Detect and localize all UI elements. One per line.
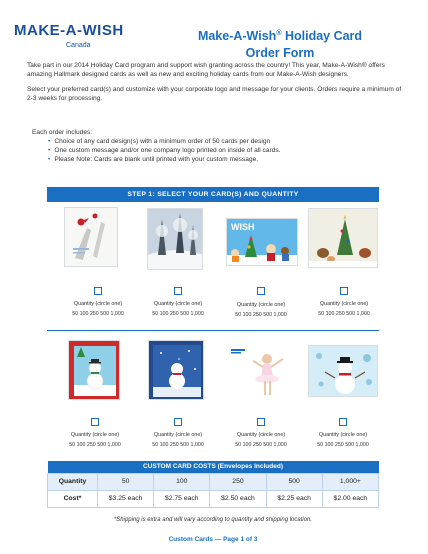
section-divider <box>47 330 379 331</box>
select-card-2-checkbox[interactable] <box>174 287 182 295</box>
intro-text <box>27 61 407 109</box>
step-1-header: STEP 1: SELECT YOUR CARD(S) AND QUANTITY <box>47 187 379 202</box>
snowman-red-card-image <box>69 341 120 400</box>
card-6-quantity-options[interactable]: 50 100 250 500 1,000 <box>152 442 204 448</box>
card-winter-trees-design <box>147 208 203 270</box>
qty-cell: 100 <box>154 473 210 490</box>
select-card-5-checkbox[interactable] <box>91 418 99 426</box>
title-brand: Make-A-Wish <box>197 29 277 44</box>
card-ballerina-design <box>226 340 298 400</box>
intro-paragraph-1: Take part in our 2014 Holiday Card program and support wish granting across the country! This year, Make-A-Wish® offers amazing Hallmark designed cards as well as new and exciting holiday cards from our Make-A-Wish designers. <box>27 62 385 78</box>
cost-cell: $2.00 each <box>322 490 378 507</box>
card-snowman-night-design <box>148 340 204 400</box>
wish-card-label: WISH <box>231 222 255 232</box>
cost-cell: $2.25 each <box>266 490 322 507</box>
animals-tree-card-image <box>309 209 378 268</box>
card-snowman-red-border-design <box>68 340 120 400</box>
logo-country: Canada <box>66 42 91 49</box>
order-includes <box>32 128 412 164</box>
snowman-flakes-card-image <box>309 346 378 397</box>
shipping-note: *Shipping is extra and will vary according to quantity and shipping location. <box>113 517 313 523</box>
card-animals-tree-design <box>308 208 378 268</box>
includes-item: • Choice of any card design(s) with a minimum order of 50 cards per design <box>48 137 412 146</box>
qty-cell: 1,000+ <box>322 473 378 490</box>
title-suffix: Holiday Card <box>281 29 363 44</box>
card-3-quantity-options[interactable]: 50 100 250 500 1,000 <box>235 312 287 318</box>
card-6-quantity-label: Quantity (circle one) <box>153 432 203 438</box>
card-7-quantity-label: Quantity (circle one) <box>236 432 286 438</box>
table-row <box>48 473 379 490</box>
cost-cell: $2.50 each <box>210 490 266 507</box>
select-card-3-checkbox[interactable] <box>257 287 265 295</box>
includes-list <box>48 137 412 164</box>
card-8-quantity-options[interactable]: 50 100 250 500 1,000 <box>317 442 369 448</box>
card-8-quantity-label: Quantity (circle one) <box>318 432 368 438</box>
card-2-quantity-label: Quantity (circle one) <box>153 301 203 307</box>
cost-cell: $3.25 each <box>98 490 154 507</box>
winter-trees-card-image <box>148 209 203 270</box>
select-card-1-checkbox[interactable] <box>94 287 102 295</box>
quantity-row-header: Quantity <box>48 473 98 490</box>
page-footer: Custom Cards — Page 1 of 3 <box>168 536 258 543</box>
card-2-quantity-options[interactable]: 50 100 250 500 1,000 <box>152 311 204 317</box>
card-3-quantity-label: Quantity (circle one) <box>236 302 286 308</box>
table-row <box>48 490 379 507</box>
qty-cell: 250 <box>210 473 266 490</box>
card-4-quantity-options[interactable]: 50 100 250 500 1,000 <box>318 311 370 317</box>
card-4-quantity-label: Quantity (circle one) <box>319 301 369 307</box>
intro-paragraph-2: Select your preferred card(s) and customize with your corporate logo and message for your clients. Orders require a minimum of 2-3 weeks for processing. <box>27 86 402 102</box>
page-title <box>140 25 420 62</box>
cost-cell: $2.75 each <box>154 490 210 507</box>
qty-cell: 50 <box>98 473 154 490</box>
card-5-quantity-label: Quantity (circle one) <box>70 432 120 438</box>
make-a-wish-logo <box>14 22 124 58</box>
card-cardinal-design <box>64 207 118 267</box>
includes-item: • One custom message and/or one company logo printed on inside of all cards. <box>48 146 412 155</box>
custom-card-costs-table <box>47 461 379 508</box>
qty-cell: 500 <box>266 473 322 490</box>
cost-row-header: Cost* <box>48 490 98 507</box>
includes-item: • Please Note: Cards are blank until printed with your custom message. <box>48 155 412 164</box>
cardinal-card-image <box>65 208 118 267</box>
includes-heading: Each order includes: <box>32 129 93 136</box>
card-7-quantity-options[interactable]: 50 100 250 500 1,000 <box>235 442 287 448</box>
card-5-quantity-options[interactable]: 50 100 250 500 1,000 <box>69 442 121 448</box>
select-card-8-checkbox[interactable] <box>339 418 347 426</box>
logo-brand: MAKE-A-WISH <box>14 22 124 39</box>
card-wish-kids-design <box>226 218 298 266</box>
select-card-4-checkbox[interactable] <box>340 287 348 295</box>
ballerina-card-image <box>227 341 298 400</box>
snowman-night-card-image <box>149 341 204 400</box>
card-1-quantity-options[interactable]: 50 100 250 500 1,000 <box>72 311 124 317</box>
card-1-quantity-label: Quantity (circle one) <box>73 301 123 307</box>
select-card-6-checkbox[interactable] <box>174 418 182 426</box>
registered-mark: ® <box>276 30 282 37</box>
cost-table-title: CUSTOM CARD COSTS (Envelopes Included) <box>48 461 379 473</box>
card-snowman-flakes-design <box>308 345 378 397</box>
title-line-2: Order Form <box>245 46 315 61</box>
select-card-7-checkbox[interactable] <box>257 418 265 426</box>
